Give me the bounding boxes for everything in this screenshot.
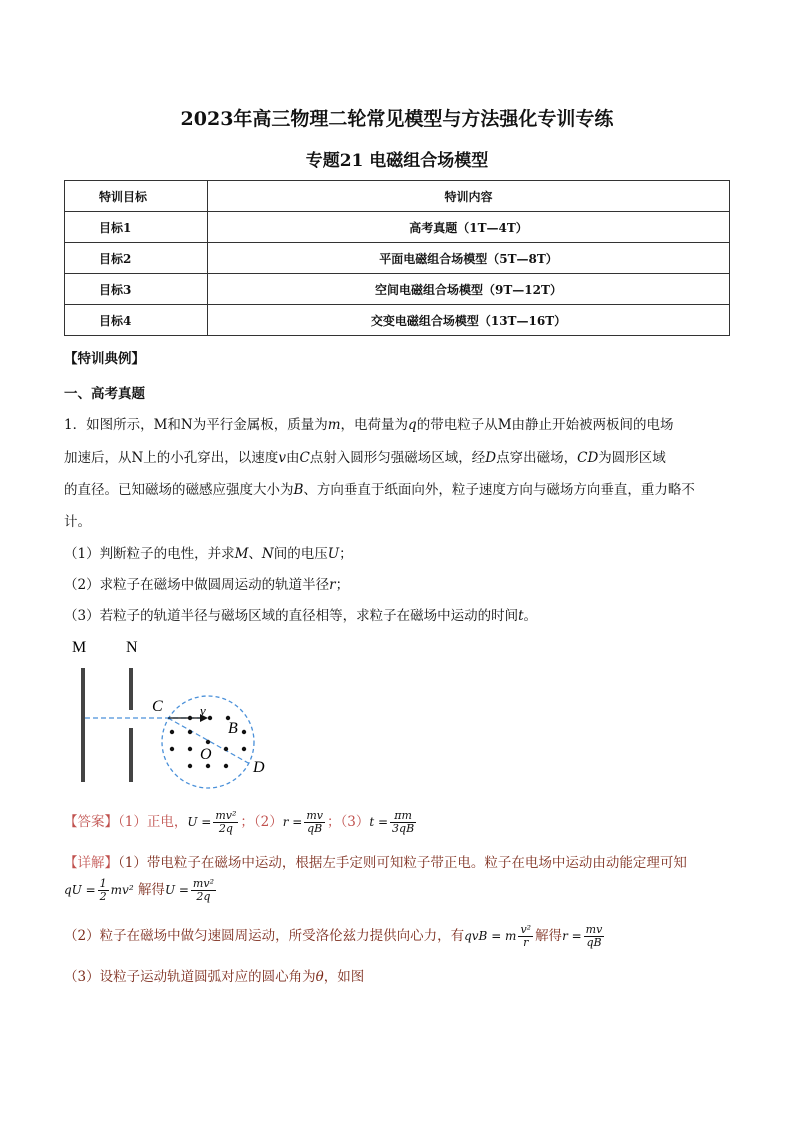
detail-line-3: （2）粒子在磁场中做匀速圆周运动，所受洛伦兹力提供向心力，有qvB = m $\frac{\text{v²}}{r}$ 解得r = $\frac{mv}{qB}$ bbox=[64, 923, 603, 950]
detail-line-1: 【详解】（1）带电粒子在磁场中运动，根据左手定则可知粒子带正电。粒子在电场中运动由动能定理可知 bbox=[64, 855, 687, 871]
problem-line-2: 加速后，从N上的小孔穿出，以速度v由C点射入圆形匀强磁场区域，经D点穿出磁场，CD为圆形区域 bbox=[64, 450, 666, 466]
question-1: （1）判断粒子的电性，并求M、N间的电压U； bbox=[64, 546, 353, 562]
problem-line-4: 计。 bbox=[64, 514, 91, 530]
answer-line: 【答案】（1）正电，U = $\frac{\text{mv²}}{2q}$ ；（2）r = $\frac{mv}{qB}$ ；（3）t = $\frac{\pi m}{3qB}$ bbox=[64, 809, 415, 836]
page-subtitle: 专题21 电磁组合场模型 bbox=[305, 151, 489, 171]
table-cell: 目标4 bbox=[65, 305, 208, 336]
label-b: B bbox=[228, 720, 238, 737]
table-header-cell: 特训内容 bbox=[208, 181, 730, 212]
table-cell: 目标2 bbox=[65, 243, 208, 274]
table-cell: 空间电磁组合场模型（9T—12T） bbox=[208, 274, 730, 305]
label-v: v bbox=[200, 703, 206, 718]
field-dot bbox=[188, 716, 192, 720]
label-n: N bbox=[126, 639, 138, 656]
physics-diagram bbox=[60, 632, 280, 792]
field-dot bbox=[208, 716, 212, 720]
table-row bbox=[65, 243, 730, 274]
question-2: （2）求粒子在磁场中做圆周运动的轨道半径r； bbox=[64, 577, 350, 593]
plate-n-upper bbox=[129, 668, 133, 710]
problem-line-3: 的直径。已知磁场的磁感应强度大小为B、方向垂直于纸面向外，粒子速度方向与磁场方向垂直，重力略不 bbox=[64, 482, 695, 498]
detail-line-2: qU = $\frac{1}{2}$ mv² 解得U = $\frac{\text{mv²}}{2q}$ bbox=[64, 877, 214, 904]
table-row bbox=[65, 274, 730, 305]
field-dot bbox=[226, 716, 230, 720]
field-dot bbox=[206, 740, 210, 744]
question-3: （3）若粒子的轨道半径与磁场区域的直径相等，求粒子在磁场中运动的时间t。 bbox=[64, 608, 538, 624]
table-cell: 目标3 bbox=[65, 274, 208, 305]
label-c: C bbox=[152, 698, 163, 715]
field-dot bbox=[242, 730, 246, 734]
plate-m bbox=[81, 668, 85, 782]
detail-line-4: （3）设粒子运动轨道圆弧对应的圆心角为θ，如图 bbox=[64, 969, 365, 985]
goals-table bbox=[64, 180, 730, 336]
table-cell: 交变电磁组合场模型（13T—16T） bbox=[208, 305, 730, 336]
field-dot bbox=[170, 730, 174, 734]
table-header-cell: 特训目标 bbox=[65, 181, 208, 212]
label-d: D bbox=[253, 759, 265, 776]
label-m: M bbox=[72, 639, 87, 656]
subsection-heading: 一、高考真题 bbox=[64, 386, 145, 402]
table-header-row bbox=[65, 181, 730, 212]
page-title: 2023年高三物理二轮常见模型与方法强化专训专练 bbox=[180, 108, 614, 130]
field-dot bbox=[206, 764, 210, 768]
table-cell: 平面电磁组合场模型（5T—8T） bbox=[208, 243, 730, 274]
table-row bbox=[65, 212, 730, 243]
field-dot bbox=[188, 730, 192, 734]
section-label: 【特训典例】 bbox=[64, 351, 145, 367]
field-dot bbox=[224, 764, 228, 768]
field-dot bbox=[188, 764, 192, 768]
plate-n-lower bbox=[129, 728, 133, 782]
label-o: O bbox=[200, 746, 212, 763]
table-cell: 目标1 bbox=[65, 212, 208, 243]
field-dot bbox=[188, 747, 192, 751]
table-cell: 高考真题（1T—4T） bbox=[208, 212, 730, 243]
problem-line-1: 1．如图所示，M和N为平行金属板，质量为m，电荷量为q的带电粒子从M由静止开始被两板间的电场 bbox=[64, 417, 674, 433]
table-row bbox=[65, 305, 730, 336]
field-dot bbox=[242, 747, 246, 751]
field-dot bbox=[224, 747, 228, 751]
field-dot bbox=[170, 747, 174, 751]
